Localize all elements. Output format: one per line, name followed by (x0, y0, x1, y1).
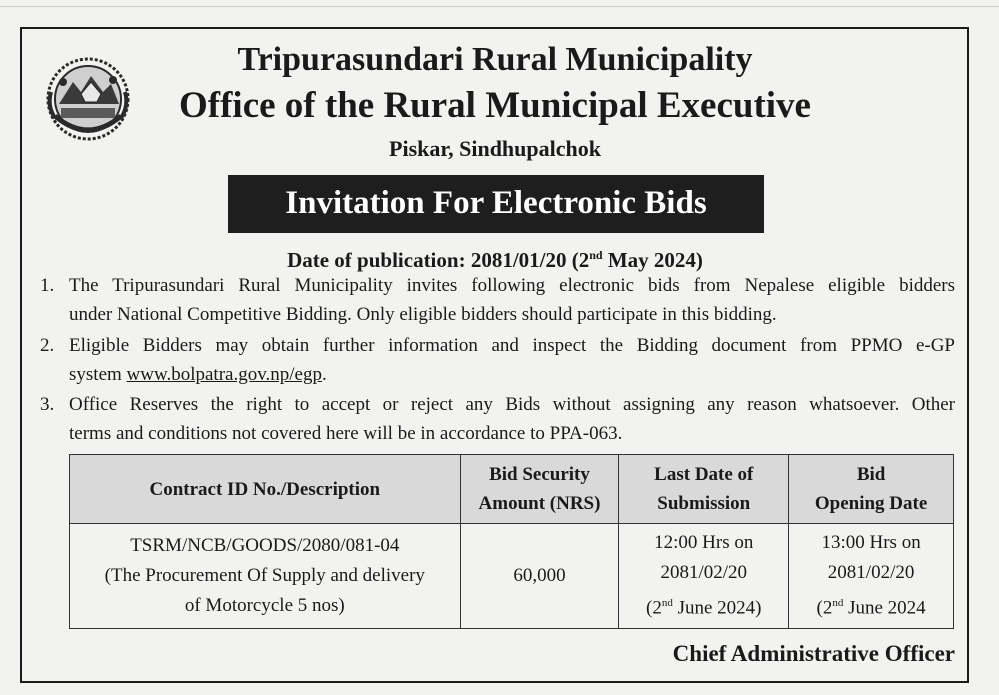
header-bid-opening: Bid Opening Date (789, 455, 954, 524)
nepal-government-emblem-icon (41, 52, 135, 146)
clause-text-line: Eligible Bidders may obtain further information and inspect the Bidding document from PPMO e-GP (69, 335, 955, 356)
egp-portal-link[interactable]: www.bolpatra.gov.np/egp (126, 364, 322, 385)
table-row (70, 524, 954, 629)
signature-title: Chief Administrative Officer (672, 641, 955, 666)
header-contract: Contract ID No./Description (70, 455, 461, 524)
office-location: Piskar, Sindhupalchok (389, 136, 601, 161)
cell-bid-security: 60,000 (460, 524, 619, 629)
top-divider (0, 6, 999, 7)
header-bid-security: Bid Security Amount (NRS) (460, 455, 619, 524)
cell-contract: TSRM/NCB/GOODS/2080/081-04 (The Procurement Of Supply and delivery of Motorcycle 5 nos) (70, 524, 461, 629)
clause-number: 3. (40, 394, 55, 415)
cell-last-submission: 12:00 Hrs on 2081/02/20 (2nd June 2024) (619, 524, 789, 629)
clause-number: 2. (40, 335, 55, 356)
bids-table (69, 454, 954, 629)
notice-title-banner: Invitation For Electronic Bids (228, 175, 764, 233)
table-header-row (70, 455, 954, 524)
clause-text-line: terms and conditions not covered here will be in accordance to PPA-063. (69, 423, 623, 444)
office-name: Office of the Rural Municipal Executive (179, 85, 811, 126)
clause-text-line: Office Reserves the right to accept or reject any Bids without assigning any reason whatsoever. Other (69, 394, 955, 415)
clause-number: 1. (40, 275, 55, 296)
municipality-name: Tripurasundari Rural Municipality (237, 41, 753, 78)
clause-text-line: system www.bolpatra.gov.np/egp. (69, 364, 327, 385)
clause-text-line: The Tripurasundari Rural Municipality invites following electronic bids from Nepalese eligible bidders (69, 275, 955, 296)
cell-bid-opening: 13:00 Hrs on 2081/02/20 (2nd June 2024 (789, 524, 954, 629)
publication-date: Date of publication: 2081/01/20 (2nd May 2024) (287, 248, 703, 272)
header-last-submission: Last Date of Submission (619, 455, 789, 524)
clause-text-line: under National Competitive Bidding. Only eligible bidders should participate in this bidding. (69, 304, 777, 325)
